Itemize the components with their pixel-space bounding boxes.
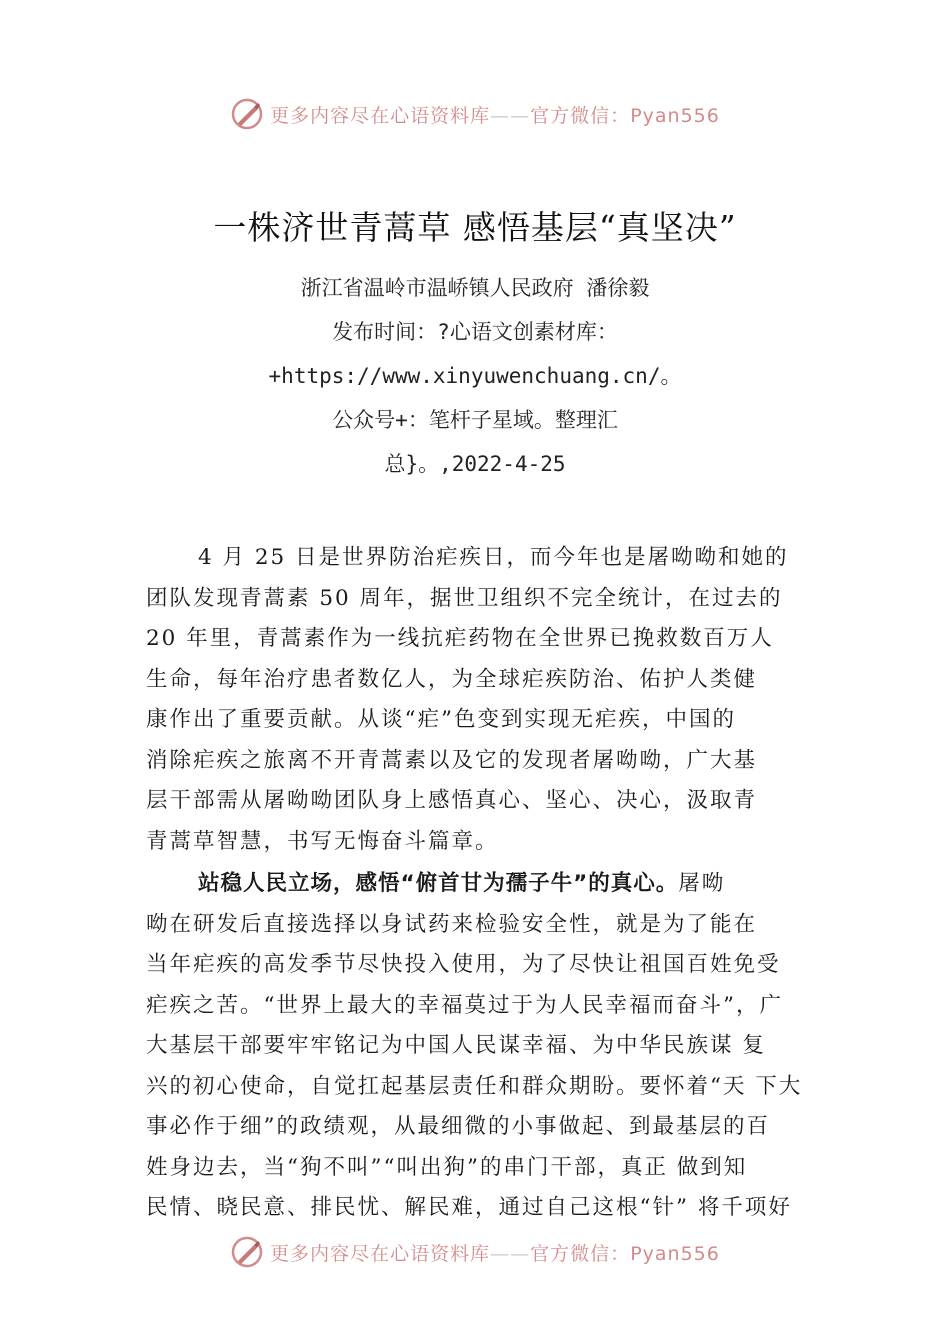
watermark-dash: —— xyxy=(490,104,531,127)
body-line: 康作出了重要贡献。从谈“疟”色变到实现无疟疾，中国的 xyxy=(146,707,736,732)
body-line: 事必作于细”的政绩观，从最细微的小事做起、到最基层的百 xyxy=(146,1114,770,1139)
publish-line: 发布时间：?心语文创素材库： xyxy=(332,320,618,344)
watermark-title: 更多内容尽在心语资料库 xyxy=(270,1242,491,1265)
watermark-footer xyxy=(0,1232,950,1272)
watermark-label: 官方微信： xyxy=(530,104,631,127)
body-line: 呦在研发后直接选择以身试药来检验安全性，就是为了能在 xyxy=(146,911,758,937)
author-line: 浙江省温岭市温峤镇人民政府 潘徐毅 xyxy=(300,276,650,300)
pen-logo-icon xyxy=(230,97,264,131)
body-line: 生命，每年治疗患者数亿人，为全球疟疾防治、佑护人类健 xyxy=(146,666,758,692)
pen-logo-icon xyxy=(230,1235,264,1269)
body-line: 团队发现青蒿素 50 周年，据世卫组织不完全统计，在过去的 xyxy=(146,585,783,611)
body-line: 大基层干部要牢牢铭记为中国人民谋幸福、为中华民族谋 复 xyxy=(146,1033,766,1058)
body-line: 疟疾之苦。“世界上最大的幸福莫过于为人民幸福而奋斗”，广 xyxy=(146,992,783,1018)
body-line: 4 月 25 日是世界防治疟疾日，而今年也是屠呦呦和她的 xyxy=(198,545,789,570)
body-line: 青蒿草智慧，书写无悔奋斗篇章。 xyxy=(146,828,499,854)
paragraph-2-first-line xyxy=(146,864,830,905)
body-line: 消除疟疾之旅离不开青蒿素以及它的发现者屠呦呦，广大基 xyxy=(146,747,758,773)
body-line: 当年疟疾的高发季节尽快投入使用，为了尽快让祖国百姓免受 xyxy=(146,952,781,977)
date-line: 总}。,2022-4-25 xyxy=(384,452,566,476)
watermark-account: Pyan556 xyxy=(630,1242,720,1265)
watermark-label: 官方微信： xyxy=(530,1242,631,1265)
watermark-header xyxy=(0,94,950,134)
body-line-rest: 屠呦 xyxy=(678,871,726,896)
account-line: 公众号+：笔杆子星域。整理汇 xyxy=(332,408,618,432)
paragraph-2 xyxy=(146,864,830,1229)
body-line: 姓身边去，当“狗不叫”“叫出狗”的串门干部，真正 做到知 xyxy=(146,1154,748,1180)
watermark-text-group xyxy=(270,101,720,128)
body-line: 层干部需从屠呦呦团队身上感悟真心、坚心、决心，汲取青 xyxy=(146,788,758,813)
watermark-text-group xyxy=(270,1239,720,1266)
watermark-dash: —— xyxy=(490,1242,531,1265)
body-line: 20 年里，青蒿素作为一线抗疟药物在全世界已挽救数百万人 xyxy=(146,626,774,651)
paragraph-1 xyxy=(146,538,830,862)
body-line: 民情、晓民意、排民忧、解民难，通过自己这根“针” 将千项好 xyxy=(146,1195,792,1220)
document-title: 一株济世青蒿草 感悟基层“真坚决” xyxy=(213,208,737,247)
watermark-title: 更多内容尽在心语资料库 xyxy=(270,104,491,127)
section-heading: 站稳人民立场，感悟“俯首甘为孺子牛”的真心。 xyxy=(198,871,679,896)
body-line: 兴的初心使命，自觉扛起基层责任和群众期盼。要怀着“天 下大 xyxy=(146,1073,803,1099)
url-line: +https://www.xinyuwenchuang.cn/。 xyxy=(268,364,682,388)
watermark-account: Pyan556 xyxy=(630,104,720,127)
